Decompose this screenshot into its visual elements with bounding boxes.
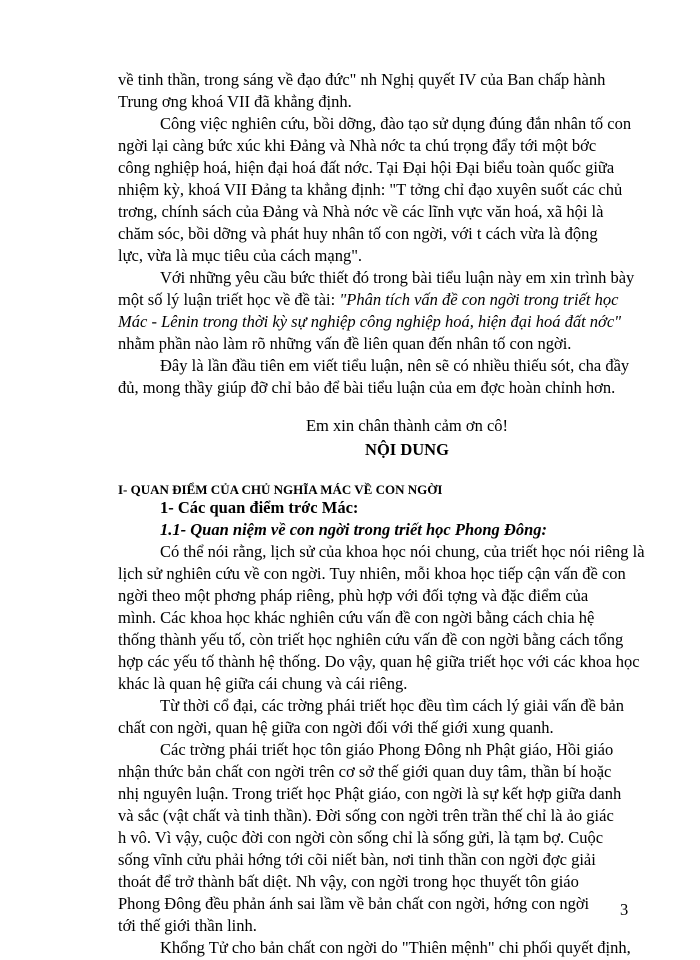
page-number: 3 [620, 900, 629, 919]
text-line: thống thành yếu tố, còn triết học nghiên cứu vấn đề con ngời bằng cách tổng [118, 630, 624, 649]
subsubsection-heading: 1.1- Quan niệm về con ngời trong triết học Phong Đông: [160, 520, 548, 539]
text-line: về tinh thần, trong sáng về đạo đức" nh Nghị quyết IV của Ban chấp hành [118, 70, 606, 89]
chapter-heading: I- QUAN ĐIỂM CỦA CHỦ NGHĨA MÁC VỀ CON NGỜI [118, 482, 443, 497]
text-line: Công việc nghiên cứu, bồi dỡng, đào tạo sử dụng đúng đắn nhân tố con [160, 114, 632, 133]
text-line: nhị nguyên luận. Trong triết học Phật giáo, con ngời là sự kết hợp giữa danh [118, 784, 622, 803]
topic-title: "Phân tích vấn đề con ngời trong triết học [339, 290, 619, 309]
subsection-heading: 1- Các quan điểm trớc Mác: [160, 498, 359, 517]
text-line: đủ, mong thầy giúp đỡ chỉ bảo để bài tiểu luận của em đợc hoàn chỉnh hơn. [118, 378, 616, 397]
text-line: nhiệm kỳ, khoá VII Đảng ta khẳng định: "T tởng chỉ đạo xuyên suốt các chủ [118, 180, 623, 199]
text-line: chất con ngời, quan hệ giữa con ngời đối với thế giới xung quanh. [118, 718, 554, 737]
text-line: công nghiệp hoá, hiện đại hoá đất nớc. Tại Đại hội Đại biểu toàn quốc giữa [118, 158, 615, 177]
text-line: lịch sử nghiên cứu về con ngời. Tuy nhiên, mỗi khoa học tiếp cận vấn đề con [118, 564, 626, 583]
text-line [118, 290, 638, 310]
text-line: ngời theo một phơng pháp riêng, phù hợp với đối tợng và đặc điểm của [118, 586, 589, 605]
text-line: Từ thời cổ đại, các trờng phái triết học đều tìm cách lý giải vấn đề bản [160, 696, 624, 715]
text-line: Khổng Tử cho bản chất con ngời do "Thiên mệnh" chi phối quyết định, [160, 938, 631, 957]
text-line: Đây là lần đầu tiên em viết tiểu luận, nên sẽ có nhiều thiếu sót, cha đầy [160, 356, 630, 375]
thanks-line: Em xin chân thành cảm ơn cô! [305, 416, 509, 435]
text-line: khác là quan hệ giữa cái chung và cái riêng. [118, 674, 408, 693]
text-line: tới thế giới thần linh. [118, 916, 257, 935]
text-line: thoát để trở thành bất diệt. Nh vậy, con ngời trong học thuyết tôn giáo [118, 872, 579, 891]
text-line: chăm sóc, bồi dỡng và phát huy nhân tố con ngời, với t cách vừa là động [118, 224, 598, 243]
text-line: hợp các yếu tố thành hệ thống. Do vậy, quan hệ giữa triết học với các khoa học [118, 652, 640, 671]
text-line: sống vĩnh cửu phải hớng tới cõi niết bàn, nơi tinh thần con ngời đợc giải [118, 850, 596, 869]
text-line: Phong Đông đều phản ánh sai lầm về bản chất con ngời, hớng con ngời [118, 894, 590, 913]
text-line: Trung ơng khoá VII đã khẳng định. [118, 92, 352, 111]
text-line: Với những yêu cầu bức thiết đó trong bài tiểu luận này em xin trình bày [160, 268, 635, 287]
topic-title-line: Mác - Lênin trong thời kỳ sự nghiệp công nghiệp hoá, hiện đại hoá đất nớc" [118, 312, 622, 331]
text-line: trơng, chính sách của Đảng và Nhà nớc về các lĩnh vực văn hoá, xã hội là [118, 202, 604, 221]
text-line: mình. Các khoa học khác nghiên cứu vấn đề con ngời bằng cách chia hệ [118, 608, 595, 627]
text-line: Có thể nói rằng, lịch sử của khoa học nói chung, của triết học nói riêng là [160, 542, 645, 561]
text-span: một số lý luận triết học về đề tài: [118, 290, 340, 309]
text-line: Các trờng phái triết học tôn giáo Phong Đông nh Phật giáo, Hồi giáo [160, 740, 614, 759]
section-heading: NỘI DUNG [365, 440, 449, 459]
text-line: ngời lại càng bức xúc khi Đảng và Nhà nớc ta chú trọng đẩy tới một bớc [118, 136, 597, 155]
text-line: và sắc (vật chất và tinh thần). Đời sống con ngời trên trần thế chỉ là ảo giác [118, 806, 614, 825]
text-line: nhằm phần nào làm rõ những vấn đề liên quan đến nhân tố con ngời. [118, 334, 572, 353]
text-line: lực, vừa là mục tiêu của cách mạng". [118, 246, 363, 265]
text-line: h vô. Vì vậy, cuộc đời con ngời còn sống chỉ là sống gửi, là tạm bợ. Cuộc [118, 828, 604, 847]
text-line: nhận thức bản chất con ngời trên cơ sở thế giới quan duy tâm, thần bí hoặc [118, 762, 612, 781]
